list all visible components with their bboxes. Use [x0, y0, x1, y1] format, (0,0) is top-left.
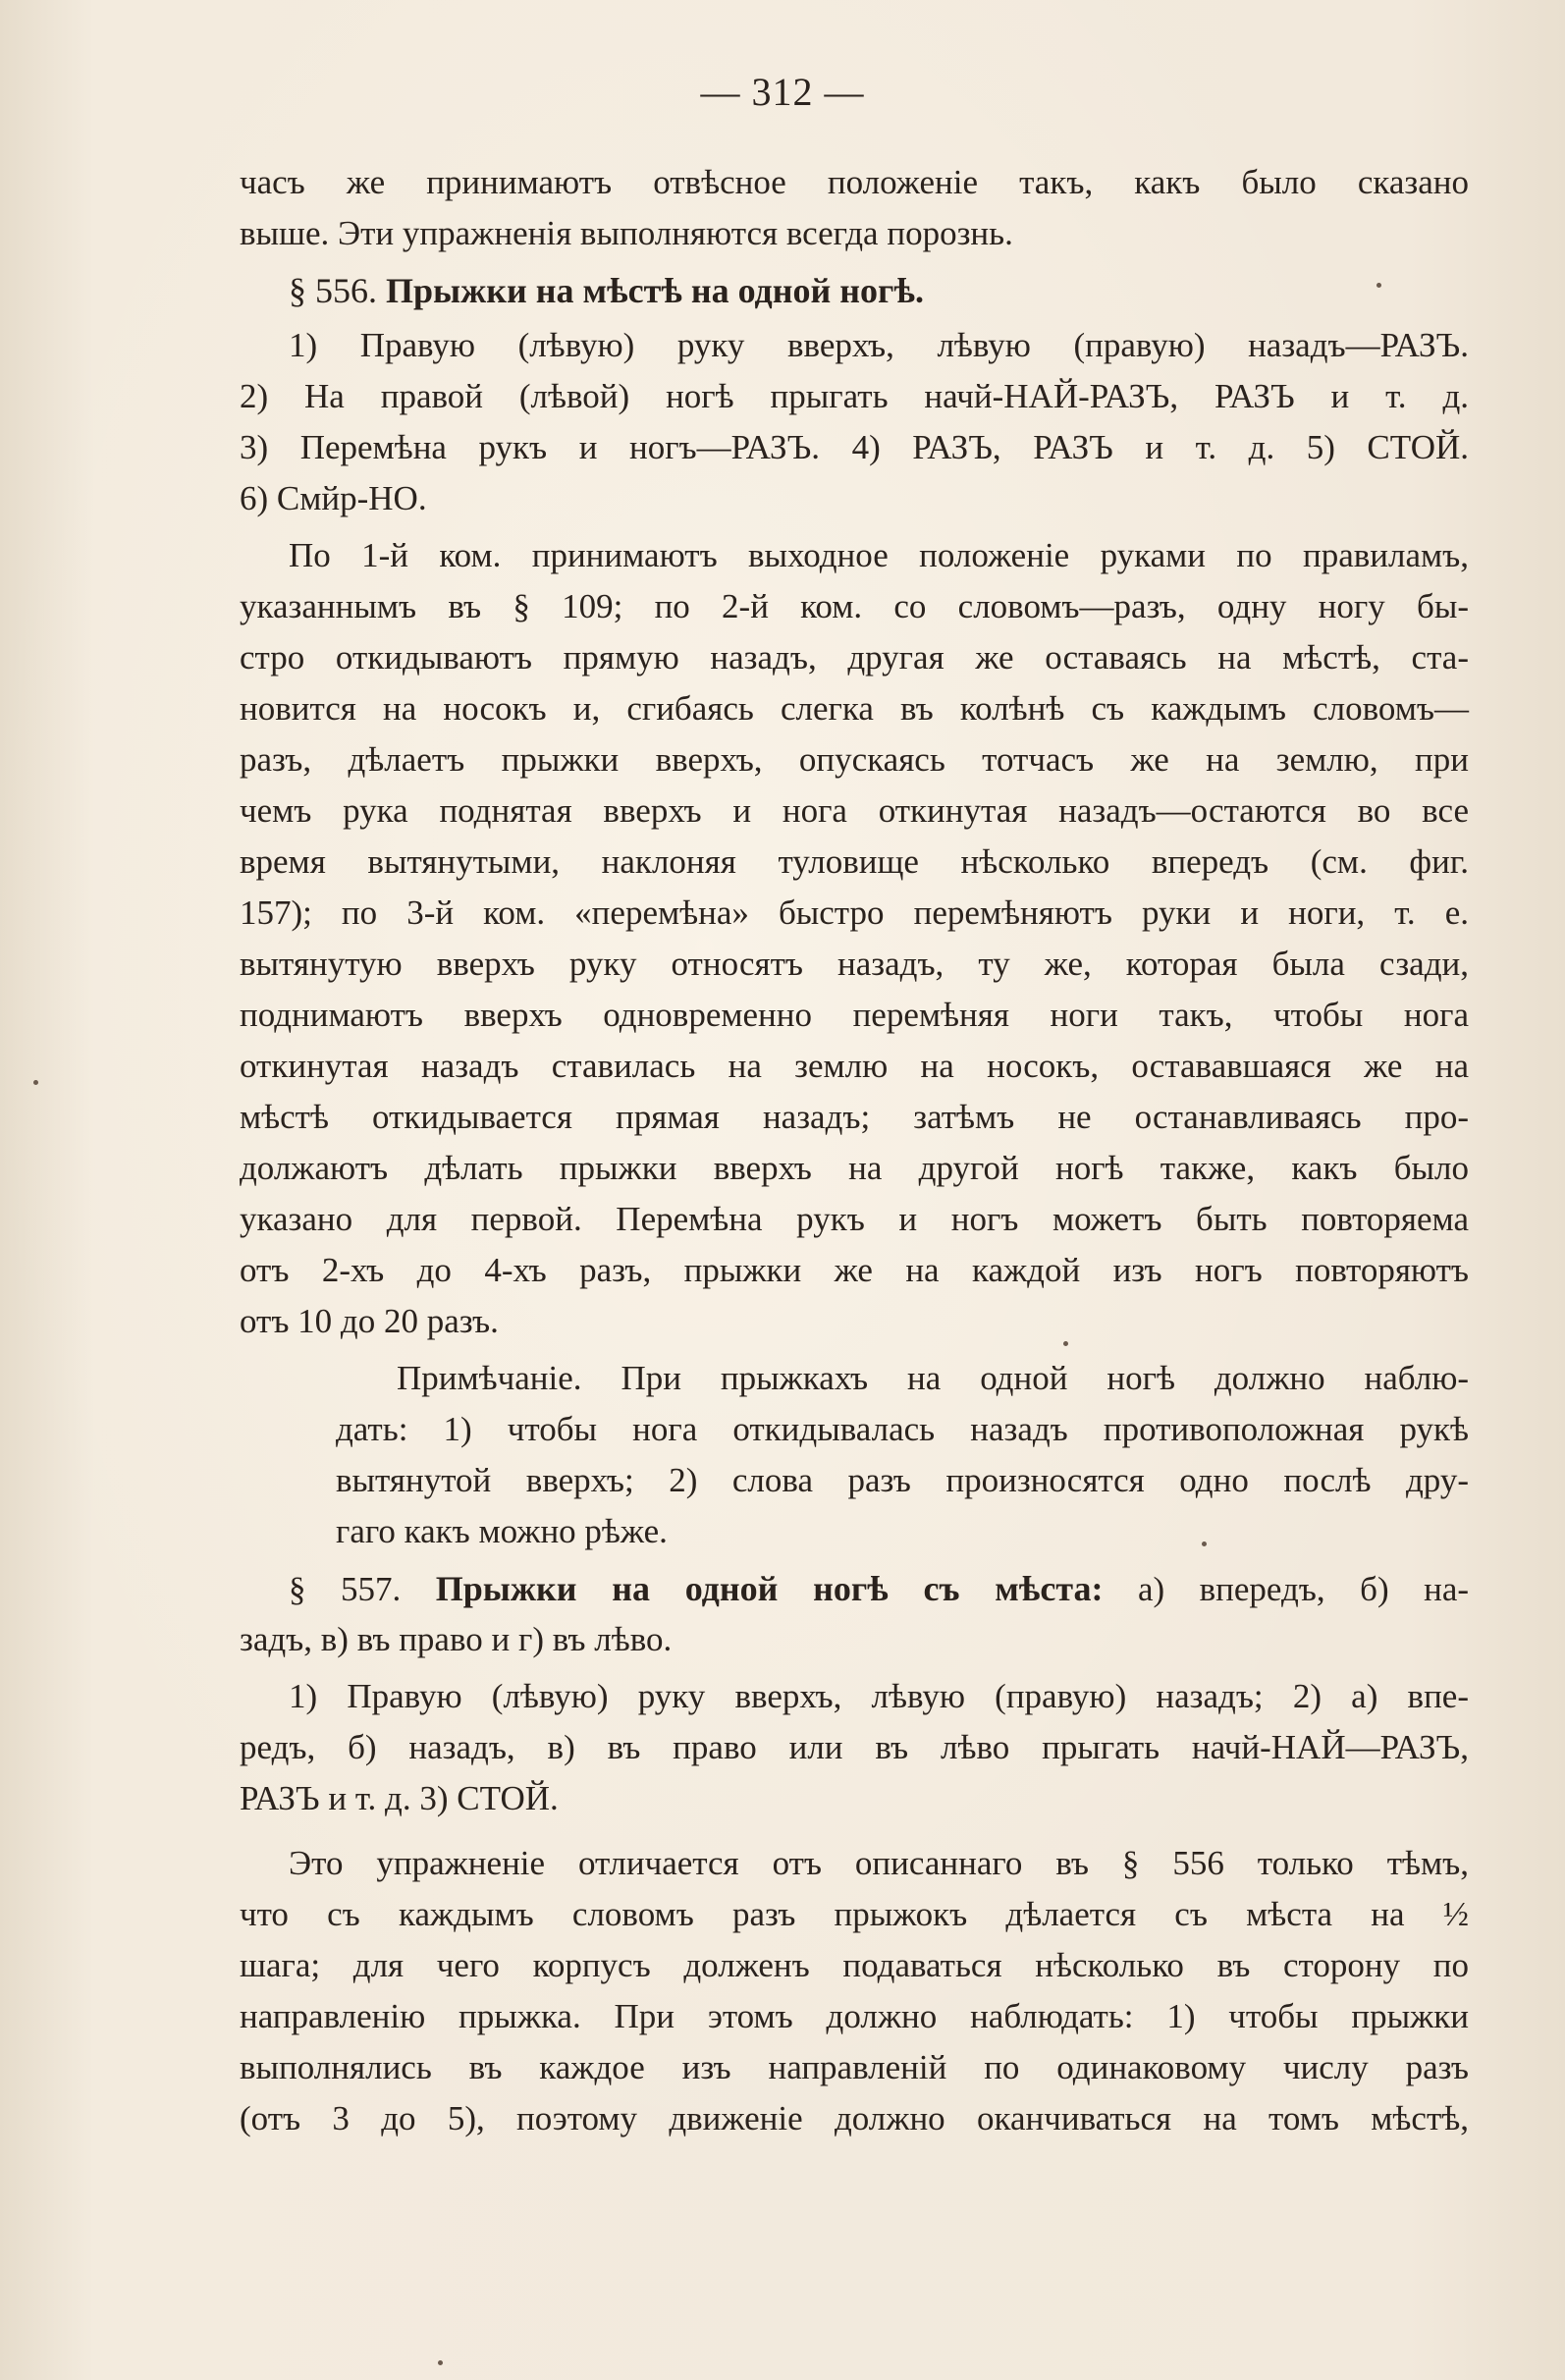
paragraph-commands-556 [240, 320, 1469, 524]
heading-line [240, 1563, 1469, 1614]
text-line: откинутая назадъ ставилась на землю на носокъ, остававшаяся же на [240, 1047, 1469, 1085]
text-line: По 1-й ком. принимаютъ выходное положеніе руками по правиламъ, [289, 536, 1469, 574]
text-line: 157); по 3-й ком. «перемѣна» быстро перемѣняютъ руки и ноги, т. е. [240, 893, 1469, 932]
paragraph-continuation [240, 157, 1469, 259]
ink-speck [1376, 283, 1381, 288]
section-number: § 557. [289, 1570, 402, 1608]
text-line: новится на носокъ и, сгибаясь слегка въ колѣнѣ съ каждымъ словомъ— [240, 689, 1469, 728]
text-line: поднимаютъ вверхъ одновременно перемѣняя ноги такъ, чтобы нога [240, 996, 1469, 1034]
text-line: мѣстѣ откидывается прямая назадъ; затѣмъ не останавливаясь про- [240, 1098, 1469, 1136]
ink-speck [33, 1080, 38, 1085]
text-line: указаннымъ въ § 109; по 2-й ком. со словомъ—разъ, одну ногу бы- [240, 587, 1469, 625]
page-text [240, 157, 1469, 2144]
section-number: § 556. [289, 271, 377, 310]
text-line: вытянутую вверхъ руку относятъ назадъ, ту же, которая была сзади, [240, 945, 1469, 983]
text-line: 1) Правую (лѣвую) руку вверхъ, лѣвую (правую) назадъ; 2) а) впе- [289, 1677, 1469, 1715]
section-heading-556 [240, 265, 1469, 320]
text-line: выполнялись въ каждое изъ направленій по одинаковому числу разъ [240, 2048, 1469, 2086]
text-line: 3) Перемѣна рукъ и ногъ—РАЗЪ. 4) РАЗЪ, РАЗЪ и т. д. 5) СТОЙ. [240, 428, 1469, 466]
page-number: — 312 — [700, 70, 865, 114]
text-line: гаго какъ можно рѣже. [336, 1512, 668, 1550]
text-line: отъ 10 до 20 разъ. [240, 1302, 499, 1340]
ink-speck [1202, 1542, 1207, 1546]
ink-speck [438, 2360, 443, 2365]
text-line: (отъ 3 до 5), поэтому движеніе должно оканчиваться на томъ мѣстѣ, [240, 2099, 1469, 2137]
text-line: Примѣчаніе. При прыжкахъ на одной ногѣ должно наблю- [397, 1359, 1469, 1397]
paragraph-commands-557 [240, 1671, 1469, 1824]
text-line: РАЗЪ и т. д. 3) СТОЙ. [240, 1779, 559, 1817]
note-block [240, 1353, 1469, 1557]
section-title: Прыжки на мѣстѣ на одной ногѣ. [386, 271, 924, 310]
text-line: шага; для чего корпусъ долженъ подаваться нѣсколько въ сторону по [240, 1946, 1469, 1984]
text-line: задъ, в) въ право и г) въ лѣво. [240, 1620, 673, 1658]
text-line: вытянутой вверхъ; 2) слова разъ произносятся одно послѣ дру- [336, 1461, 1469, 1499]
text-line: 6) Смйр-НО. [240, 479, 427, 517]
text-line: стро откидываютъ прямую назадъ, другая же оставаясь на мѣстѣ, ста- [240, 638, 1469, 676]
paragraph-explanation-556 [240, 530, 1469, 1347]
text-line: время вытянутыми, наклоняя туловище нѣсколько впередъ (см. фиг. [240, 842, 1469, 881]
ink-speck [1063, 1341, 1068, 1346]
paragraph-explanation-557 [240, 1838, 1469, 2144]
section-heading-557 [240, 1563, 1469, 1665]
text-line: редъ, б) назадъ, в) въ право или въ лѣво прыгать начй-НАЙ—РАЗЪ, [240, 1728, 1469, 1766]
text-line: Это упражненіе отличается отъ описаннаго въ § 556 только тѣмъ, [289, 1844, 1469, 1882]
section-title-rest: а) впередъ, б) на- [1137, 1570, 1470, 1608]
text-line: отъ 2-хъ до 4-хъ разъ, прыжки же на каждой изъ ногъ повторяютъ [240, 1251, 1469, 1289]
text-line: разъ, дѣлаетъ прыжки вверхъ, опускаясь тотчасъ же на землю, при [240, 740, 1469, 779]
text-line: 1) Правую (лѣвую) руку вверхъ, лѣвую (правую) назадъ—РАЗЪ. [289, 326, 1469, 364]
text-line: что съ каждымъ словомъ разъ прыжокъ дѣлается съ мѣста на ½ [240, 1895, 1469, 1933]
text-line: направленію прыжка. При этомъ должно наблюдать: 1) чтобы прыжки [240, 1997, 1469, 2035]
text-line: часъ же принимаютъ отвѣсное положеніе такъ, какъ было сказано [240, 163, 1469, 201]
text-line: чемъ рука поднятая вверхъ и нога откинутая назадъ—остаются во все [240, 791, 1469, 830]
text-line: указано для первой. Перемѣна рукъ и ногъ можетъ быть повторяема [240, 1200, 1469, 1238]
text-line: дать: 1) чтобы нога откидывалась назадъ противоположная рукѣ [336, 1410, 1469, 1448]
text-line: выше. Эти упражненія выполняются всегда порознь. [240, 214, 1013, 252]
text-line: должаютъ дѣлать прыжки вверхъ на другой ногѣ также, какъ было [240, 1149, 1469, 1187]
section-title: Прыжки на одной ногѣ съ мѣста: [435, 1569, 1104, 1608]
text-line: 2) На правой (лѣвой) ногѣ прыгать начй-НАЙ-РАЗЪ, РАЗЪ и т. д. [240, 377, 1469, 415]
